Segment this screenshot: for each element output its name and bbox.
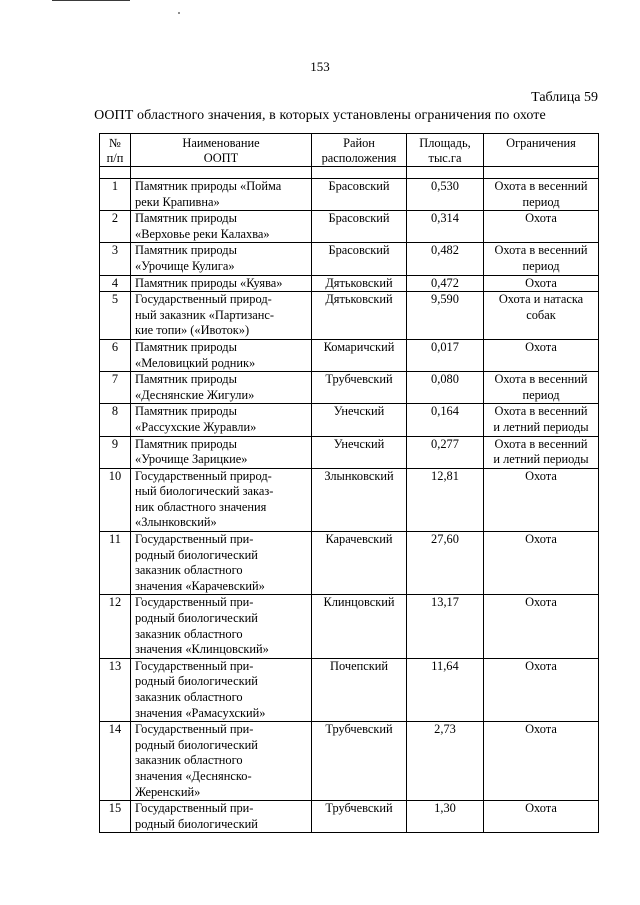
header-restrictions: Ограничения: [484, 134, 599, 167]
cell-district: Трубчевский: [312, 801, 407, 833]
spacer-cell: [312, 167, 407, 179]
cell-name: Памятник природы «Деснянские Жигули»: [131, 372, 312, 404]
cell-area: 1,30: [407, 801, 484, 833]
cell-name: Государственный природ- ный заказник «Партизанс- кие топи» («Ивоток»): [131, 292, 312, 340]
oopt-restrictions-table: [99, 133, 599, 833]
table-row: [100, 339, 599, 371]
cell-num: 5: [100, 292, 131, 340]
cell-restrictions: Охота: [484, 722, 599, 801]
table-row: [100, 468, 599, 531]
cell-area: 13,17: [407, 595, 484, 658]
cell-num: 6: [100, 339, 131, 371]
cell-district: Карачевский: [312, 532, 407, 595]
cell-area: 0,482: [407, 243, 484, 275]
cell-name: Государственный при- родный биологический заказник областного значения «Клинцовский»: [131, 595, 312, 658]
cell-area: 0,277: [407, 436, 484, 468]
cell-name: Памятник природы «Урочище Зарицкие»: [131, 436, 312, 468]
cell-name: Государственный при- родный биологический: [131, 801, 312, 833]
table-row: [100, 243, 599, 275]
spacer-cell: [100, 167, 131, 179]
cell-district: Почепский: [312, 658, 407, 721]
spacer-cell: [131, 167, 312, 179]
cell-area: 0,314: [407, 211, 484, 243]
cell-restrictions: Охота в весенний период: [484, 372, 599, 404]
cell-name: Памятник природы «Куява»: [131, 275, 312, 292]
cell-area: 0,080: [407, 372, 484, 404]
cell-area: 0,530: [407, 179, 484, 211]
cell-area: 2,73: [407, 722, 484, 801]
cell-district: Унечский: [312, 404, 407, 436]
table-row: [100, 292, 599, 340]
table-row: [100, 211, 599, 243]
cell-num: 11: [100, 532, 131, 595]
cell-num: 14: [100, 722, 131, 801]
table-row: [100, 436, 599, 468]
spacer-cell: [484, 167, 599, 179]
cell-restrictions: Охота: [484, 532, 599, 595]
cell-district: Клинцовский: [312, 595, 407, 658]
scan-artifact-dot: [178, 12, 180, 14]
scan-artifact-line: [52, 0, 130, 1]
cell-district: Трубчевский: [312, 722, 407, 801]
table-body: [100, 179, 599, 833]
page-number: 153: [310, 59, 330, 74]
header-district: Район расположения: [312, 134, 407, 167]
cell-num: 15: [100, 801, 131, 833]
cell-name: Памятник природы «Рассухские Журавли»: [131, 404, 312, 436]
cell-name: Памятник природы «Урочище Кулига»: [131, 243, 312, 275]
cell-area: 12,81: [407, 468, 484, 531]
spacer-cell: [407, 167, 484, 179]
cell-num: 10: [100, 468, 131, 531]
header-spacer-row: [100, 167, 599, 179]
cell-district: Брасовский: [312, 179, 407, 211]
header-area: Площадь, тыс.га: [407, 134, 484, 167]
cell-restrictions: Охота в весенний и летний периоды: [484, 436, 599, 468]
cell-area: 27,60: [407, 532, 484, 595]
cell-area: 9,590: [407, 292, 484, 340]
cell-restrictions: Охота: [484, 801, 599, 833]
cell-restrictions: Охота в весенний и летний периоды: [484, 404, 599, 436]
cell-num: 7: [100, 372, 131, 404]
cell-district: Комаричский: [312, 339, 407, 371]
cell-num: 3: [100, 243, 131, 275]
cell-name: Памятник природы «Пойма реки Крапивна»: [131, 179, 312, 211]
cell-name: Государственный при- родный биологический заказник областного значения «Карачевский»: [131, 532, 312, 595]
cell-restrictions: Охота: [484, 595, 599, 658]
cell-district: Брасовский: [312, 211, 407, 243]
header-name: Наименование ООПТ: [131, 134, 312, 167]
cell-area: 0,472: [407, 275, 484, 292]
table-row: [100, 595, 599, 658]
table-row: [100, 658, 599, 721]
cell-restrictions: Охота: [484, 211, 599, 243]
cell-district: Дятьковский: [312, 275, 407, 292]
cell-restrictions: Охота: [484, 658, 599, 721]
cell-num: 1: [100, 179, 131, 211]
cell-restrictions: Охота в весенний период: [484, 179, 599, 211]
table-row: [100, 179, 599, 211]
cell-restrictions: Охота: [484, 275, 599, 292]
cell-name: Памятник природы «Верховье реки Калахва»: [131, 211, 312, 243]
table-header: [100, 134, 599, 179]
table-row: [100, 532, 599, 595]
cell-district: Трубчевский: [312, 372, 407, 404]
cell-name: Государственный при- родный биологический заказник областного значения «Деснянско- Жеренский»: [131, 722, 312, 801]
cell-num: 13: [100, 658, 131, 721]
cell-num: 9: [100, 436, 131, 468]
header-num: № п/п: [100, 134, 131, 167]
cell-district: Злынковский: [312, 468, 407, 531]
cell-restrictions: Охота и натаска собак: [484, 292, 599, 340]
header-row: [100, 134, 599, 167]
cell-name: Государственный природ- ный биологический заказ- ник областного значения «Злынковский»: [131, 468, 312, 531]
table-row: [100, 722, 599, 801]
cell-restrictions: Охота в весенний период: [484, 243, 599, 275]
table-row: [100, 801, 599, 833]
table-row: [100, 275, 599, 292]
cell-area: 11,64: [407, 658, 484, 721]
cell-name: Памятник природы «Меловицкий родник»: [131, 339, 312, 371]
table-title: ООПТ областного значения, в которых установлены ограничения по охоте: [94, 108, 546, 123]
table-label: Таблица 59: [531, 90, 598, 105]
cell-restrictions: Охота: [484, 339, 599, 371]
cell-area: 0,164: [407, 404, 484, 436]
cell-area: 0,017: [407, 339, 484, 371]
cell-num: 2: [100, 211, 131, 243]
cell-num: 8: [100, 404, 131, 436]
cell-district: Дятьковский: [312, 292, 407, 340]
table-row: [100, 404, 599, 436]
cell-num: 4: [100, 275, 131, 292]
cell-num: 12: [100, 595, 131, 658]
table-row: [100, 372, 599, 404]
cell-district: Унечский: [312, 436, 407, 468]
cell-district: Брасовский: [312, 243, 407, 275]
cell-name: Государственный при- родный биологический заказник областного значения «Рамасухский»: [131, 658, 312, 721]
cell-restrictions: Охота: [484, 468, 599, 531]
